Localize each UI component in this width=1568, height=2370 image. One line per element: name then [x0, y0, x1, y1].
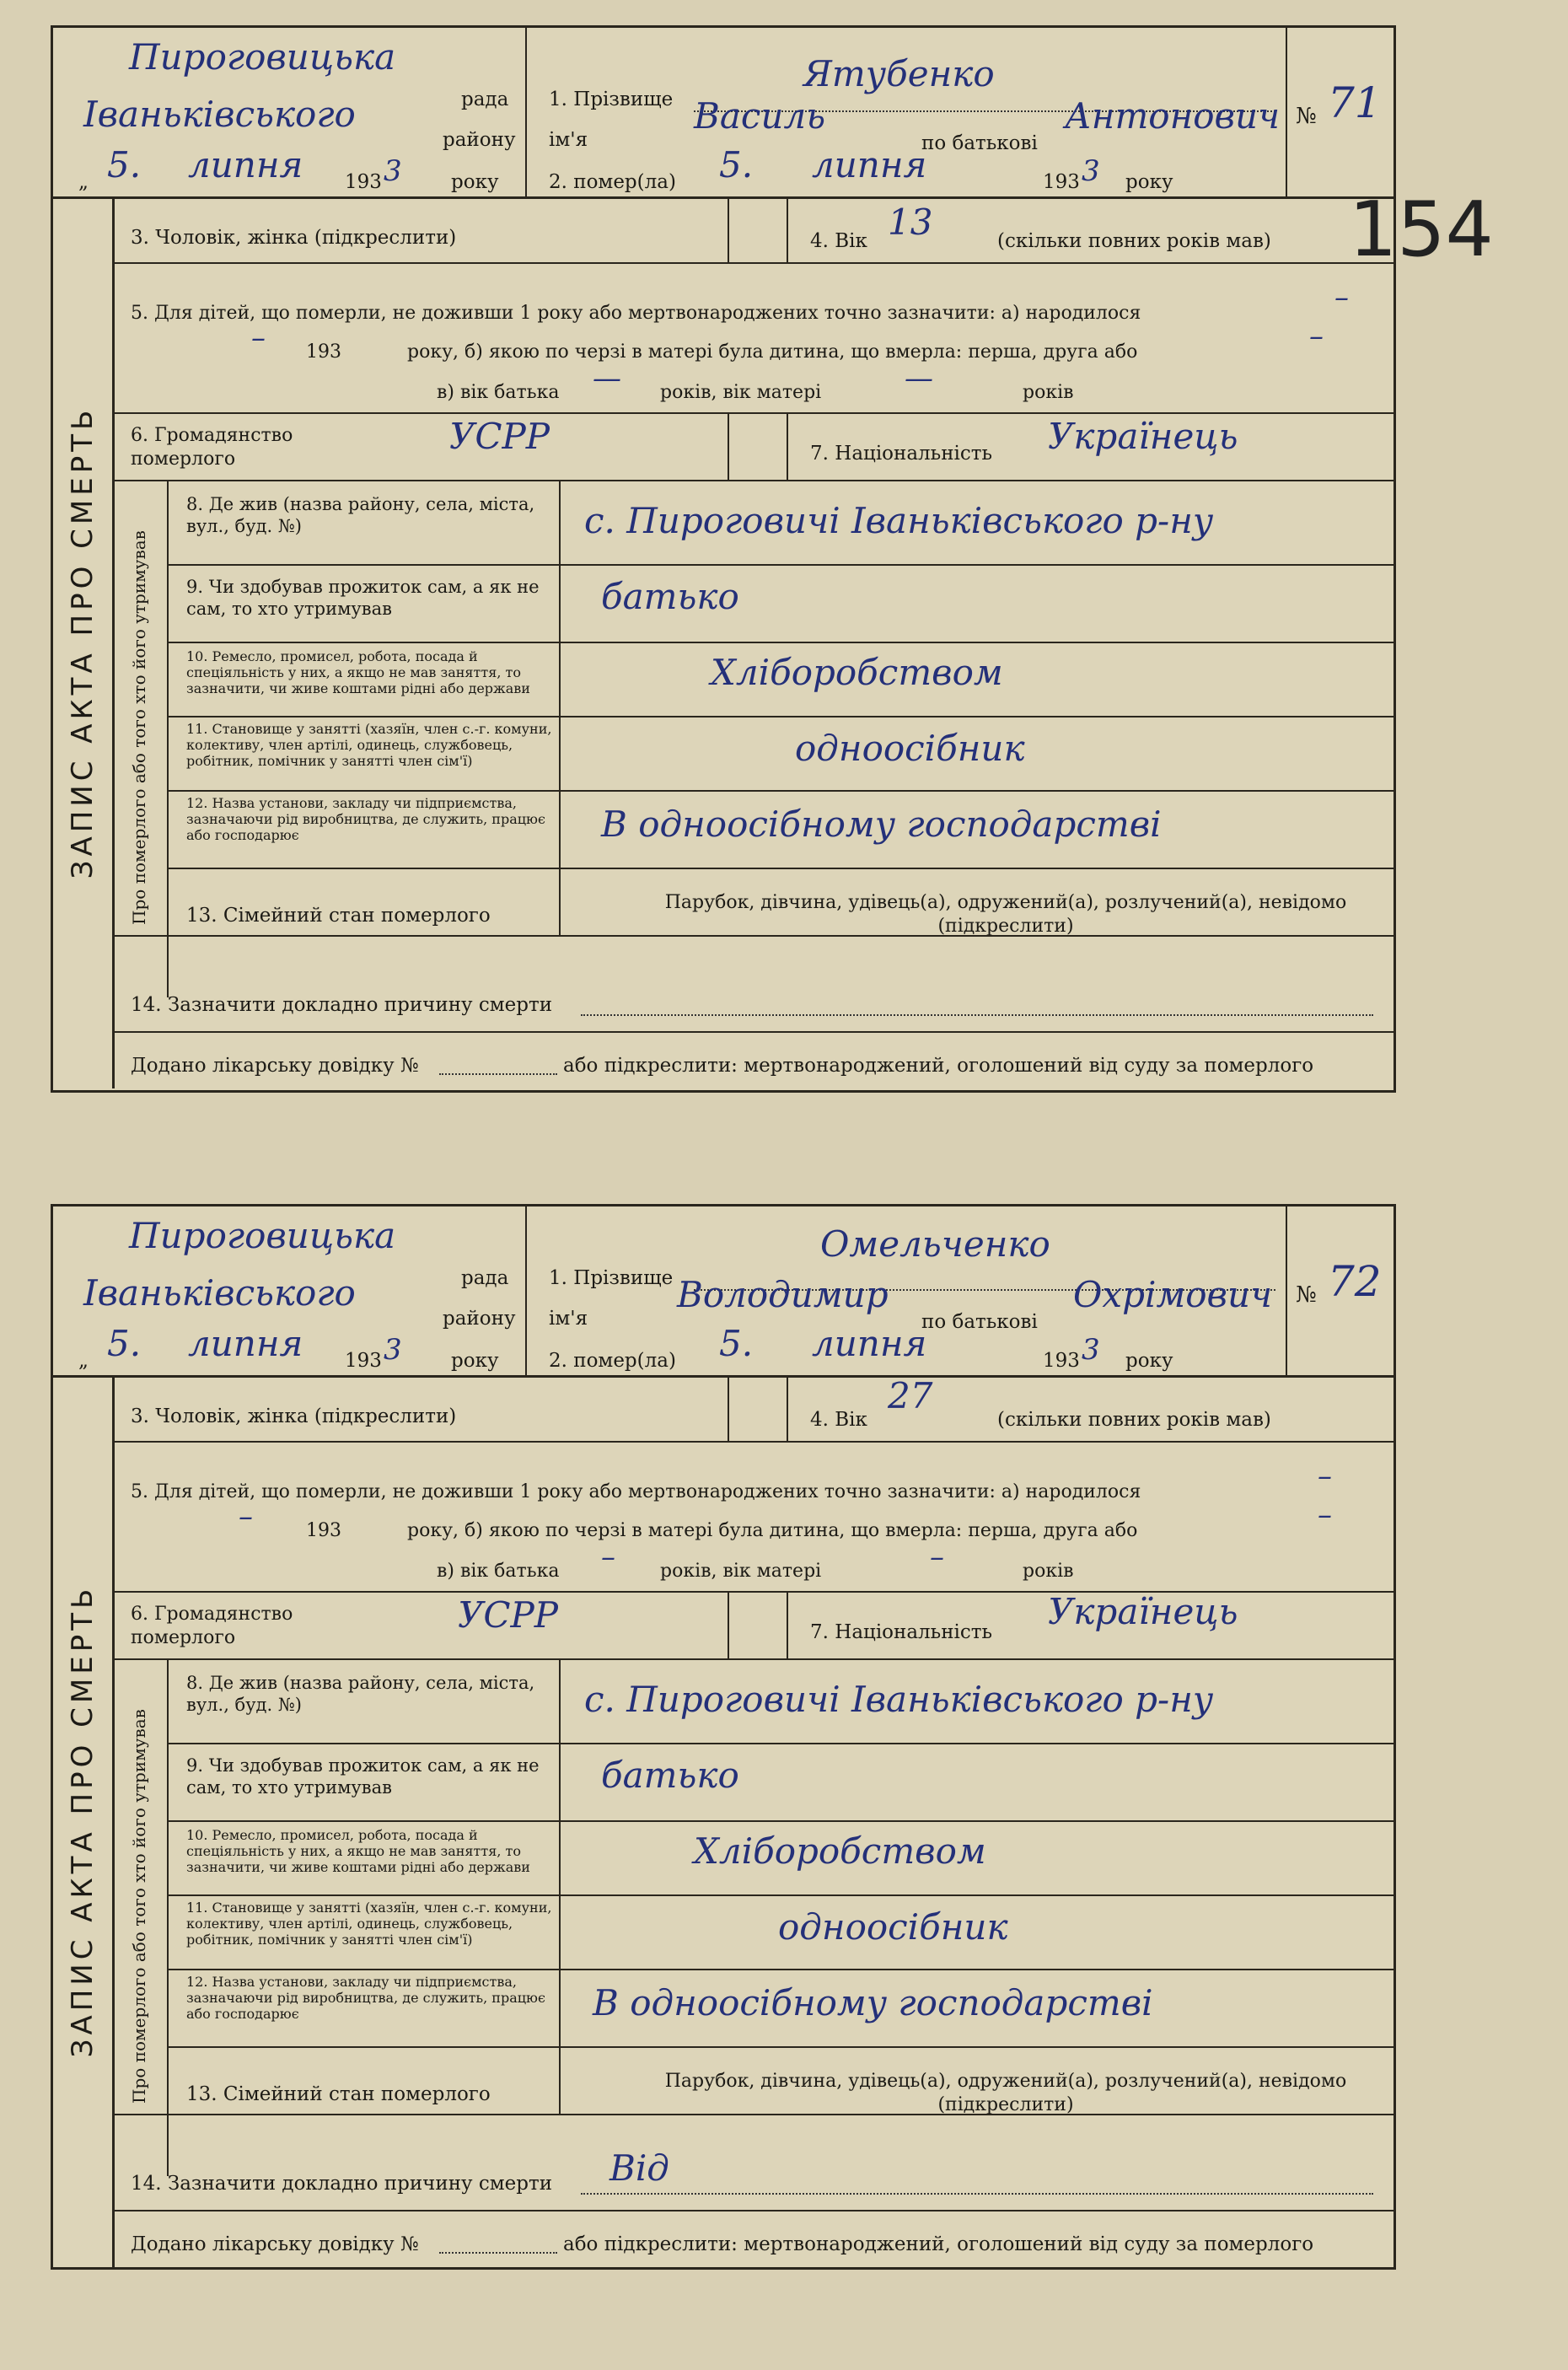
death-year-prefix: 193 — [1043, 1350, 1080, 1372]
age-value: 13 — [888, 202, 933, 243]
record-no-value: 72 — [1328, 1257, 1382, 1306]
child-label: 5. Для дітей, що померли, не доживши 1 року або мертвонароджених точно зазначити: а) народилося — [131, 1481, 1141, 1502]
citizenship-value: УСРР — [458, 1594, 559, 1636]
nationality-value: Українець — [1048, 1591, 1238, 1632]
death-record-form-71: Пироговицька рада Іваньківського району „ 5. липня 193 3 року 1. Прізвище Ятубенко ім'я Василь по батькові Антонович 2. помер(ла) 5. липня 193 3 року № 71 ЗАПИС АКТА ПРО СМЕРТЬ 3. Чоловік, жінка (підкреслити) 4. Вік 13 (скільки повних років мав) 5. Для дітей, що померли, не доживши 1 року або мертвонароджених точно зазначити: а) народилося – – 193 року, б) якою по черзі в матері була дитина, що вмерла: перша, друга або – в) вік батька — років, вік матері — років 6. Громадянство померлого УСРР 7. Національність Українець Про померлого або того хто його утримував 8. Де жив (назва району, села, міста, вул., буд. №) с. Пироговичі Іваньківського р-ну 9. Чи здобував прожиток сам, а як не сам, то хто утримував батько 10. Ремесло, промисел, робота, посада й спеціяльність у них, а якщо не мав заняття, то зазначити, чи живе коштами рідні або держави Хліборобством 11. Становище у занятті (хазяїн, член с.-г. комуни, колективу, член артілі, одинець, службовець, робітник, помічник у занятті член сім'ї) одноосібник 12. Назва установи, закладу чи підприємства, зазначаючи рід виробництва, де служить, працює або господарює В одноосібному господарстві 13. Сімейний стан померлого Парубок, дівчина, удівець(а), одружений(а), розлучений(а), невідомо (підкреслити) 14. Зазначити докладно причину смерти Додано лікарську довідку № або підкреслити: мертвонароджений, оголошений від суду за померлого — [51, 25, 1396, 1093]
nationality-label: 7. Національність — [810, 1621, 993, 1643]
surname-value: Омельченко — [820, 1223, 1050, 1265]
reg-month: липня — [188, 144, 303, 185]
surname-label: 1. Прізвище — [549, 89, 674, 110]
died-label: 2. помер(ла) — [549, 1350, 676, 1372]
workplace-value: В одноосібному господарстві — [601, 803, 1162, 845]
rada-label: рада — [461, 89, 509, 110]
age-note: (скільки повних років мав) — [997, 230, 1271, 252]
raionu-label: району — [443, 129, 516, 151]
side-subtitle: Про померлого або того хто його утримував — [129, 530, 149, 925]
surname-label: 1. Прізвище — [549, 1267, 674, 1289]
workplace-value: В одноосібному господарстві — [593, 1982, 1153, 2023]
record-no-label: № — [1296, 1282, 1317, 1308]
supported-value: батько — [601, 576, 739, 617]
side-title: ЗАПИС АКТА ПРО СМЕРТЬ — [53, 1375, 115, 2267]
child-label: 5. Для дітей, що померли, не доживши 1 року або мертвонароджених точно зазначити: а) народилося — [131, 303, 1141, 324]
occupation-value: Хліборобством — [694, 1830, 986, 1872]
death-day: 5. — [719, 144, 754, 185]
name-label: ім'я — [549, 129, 588, 151]
patronymic-value: Антонович — [1065, 95, 1281, 137]
name-value: Василь — [694, 95, 826, 137]
reg-year-digit: 3 — [384, 154, 402, 188]
name-label: ім'я — [549, 1308, 588, 1330]
district-name: Іваньківського — [83, 94, 356, 135]
reg-year-digit: 3 — [384, 1333, 402, 1367]
record-no-value: 71 — [1328, 78, 1382, 127]
citizenship-label: 6. Громадянство померлого — [131, 425, 293, 470]
name-value: Володимир — [677, 1274, 889, 1315]
reg-day: 5. — [107, 144, 142, 185]
age-label: 4. Вік — [810, 1409, 867, 1431]
supported-value: батько — [601, 1755, 739, 1796]
death-roku-label: року — [1125, 171, 1173, 193]
citizenship-value: УСРР — [449, 416, 550, 457]
district-name: Іваньківського — [83, 1272, 356, 1314]
reg-month: липня — [188, 1323, 303, 1364]
roku-label: року — [451, 1350, 499, 1372]
reg-year-prefix: 193 — [345, 171, 382, 193]
raionu-label: району — [443, 1308, 516, 1330]
death-year-prefix: 193 — [1043, 171, 1080, 193]
residence-value: с. Пироговичі Іваньківського р-ну — [584, 500, 1214, 541]
patronymic-label: по батькові — [921, 1311, 1038, 1333]
sex-label: 3. Чоловік, жінка (підкреслити) — [131, 1405, 457, 1427]
death-month: липня — [812, 1323, 927, 1364]
form-header: Пироговицька рада Іваньківського району „ 5. липня 193 3 року 1. Прізвище Омельченко ім'я Володимир по батькові Охрімович 2. помер(ла) 5. липня 193 3 року № 72 — [53, 1206, 1393, 1378]
record-no-label: № — [1296, 104, 1317, 129]
citizenship-label: 6. Громадянство померлого — [131, 1604, 293, 1648]
roku-label: року — [451, 171, 499, 193]
death-year-digit: 3 — [1082, 154, 1100, 188]
nationality-label: 7. Національність — [810, 443, 993, 465]
patronymic-value: Охрімович — [1073, 1274, 1273, 1315]
death-record-form-72: Пироговицька рада Іваньківського району „ 5. липня 193 3 року 1. Прізвище Омельченко ім'я Володимир по батькові Охрімович 2. помер(ла) 5. липня 193 3 року № 72 ЗАПИС АКТА ПРО СМЕРТЬ 3. Чоловік, жінка (підкреслити) 4. Вік 27 (скільки повних років мав) 5. Для дітей, що померли, не доживши 1 року або мертвонароджених точно зазначити: а) народилося – – 193 року, б) якою по черзі в матері була дитина, що вмерла: перша, друга або – в) вік батька – років, вік матері – років 6. Громадянство померлого УСРР 7. Національність Українець Про померлого або того хто його утримував 8. Де жив (назва району, села, міста, вул., буд. №) с. Пироговичі Іваньківського р-ну 9. Чи здобував прожиток сам, а як не сам, то хто утримував батько 10. Ремесло, промисел, робота, посада й спеціяльність у них, а якщо не мав заняття, то зазначити, чи живе коштами рідні або держави Хліборобством 11. Становище у занятті (хазяїн, член с.-г. комуни, колективу, член артілі, одинець, службовець, робітник, помічник у занятті член сім'ї) одноосібник 12. Назва установи, закладу чи підприємства, зазначаючи рід виробництва, де служить, працює або господарює В одноосібному господарстві 13. Сімейний стан померлого Парубок, дівчина, удівець(а), одружений(а), розлучений(а), невідомо (підкреслити) 14. Зазначити докладно причину смерти Від Додано лікарську довідку № або підкреслити: мертвонароджений, оголошений від суду за померлого — [51, 1204, 1396, 2270]
position-value: одноосібник — [795, 728, 1025, 769]
sex-label: 3. Чоловік, жінка (підкреслити) — [131, 227, 457, 249]
age-note: (скільки повних років мав) — [997, 1409, 1271, 1431]
form-header: Пироговицька рада Іваньківського району „ 5. липня 193 3 року 1. Прізвище Ятубенко ім'я Василь по батькові Антонович 2. помер(ла) 5. липня 193 3 року № 71 — [53, 28, 1393, 199]
death-roku-label: року — [1125, 1350, 1173, 1372]
death-day: 5. — [719, 1323, 754, 1364]
nationality-value: Українець — [1048, 416, 1238, 457]
council-name: Пироговицька — [129, 36, 396, 78]
side-subtitle: Про померлого або того хто його утримував — [129, 1709, 149, 2104]
side-title: ЗАПИС АКТА ПРО СМЕРТЬ — [53, 196, 115, 1088]
cause-value: Від — [609, 2147, 669, 2189]
residence-value: с. Пироговичі Іваньківського р-ну — [584, 1679, 1214, 1720]
age-label: 4. Вік — [810, 230, 867, 252]
council-name: Пироговицька — [129, 1215, 396, 1256]
reg-year-prefix: 193 — [345, 1350, 382, 1372]
position-value: одноосібник — [778, 1906, 1008, 1948]
rada-label: рада — [461, 1267, 509, 1289]
pencil-annotation: 154 — [1349, 185, 1494, 274]
patronymic-label: по батькові — [921, 132, 1038, 154]
death-month: липня — [812, 144, 927, 185]
age-value: 27 — [888, 1375, 933, 1416]
died-label: 2. помер(ла) — [549, 171, 676, 193]
reg-day: 5. — [107, 1323, 142, 1364]
death-year-digit: 3 — [1082, 1333, 1100, 1367]
occupation-value: Хліборобством — [711, 652, 1003, 693]
surname-value: Ятубенко — [803, 53, 995, 94]
